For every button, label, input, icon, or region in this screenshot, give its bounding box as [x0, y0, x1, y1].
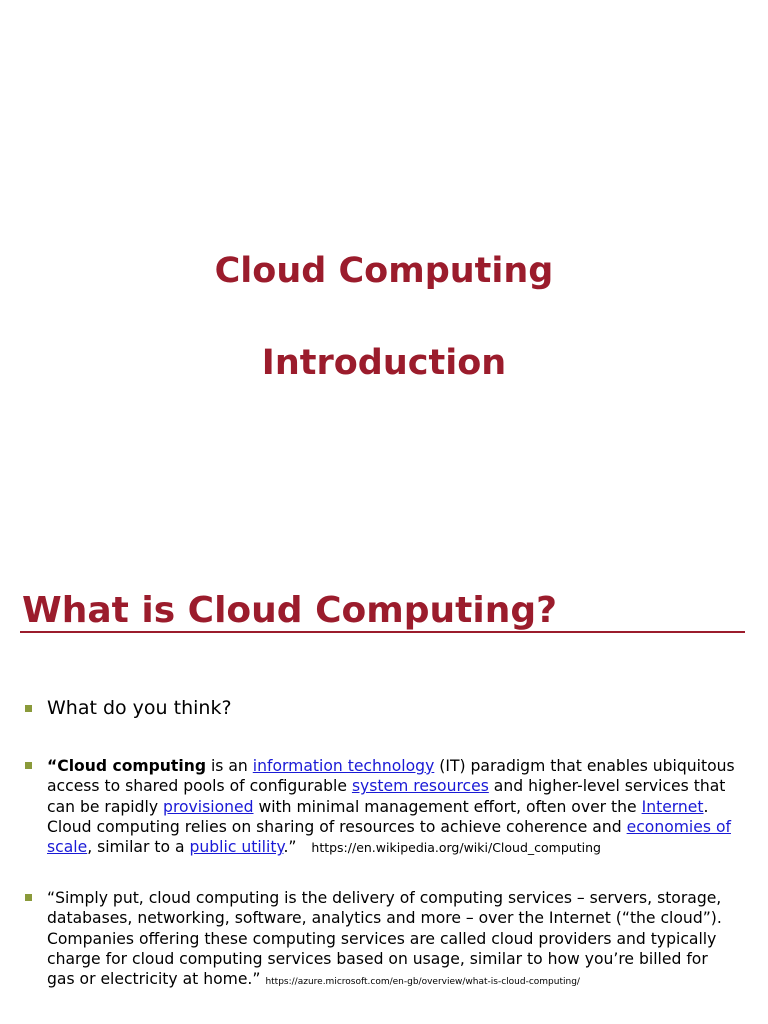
link-public-utility[interactable]: public utility: [189, 838, 284, 857]
text-segment: (IT) paradigm that enables ubiquitous access to shared pools of configurable: [47, 757, 735, 796]
heading-underline: [20, 631, 745, 633]
term-text: Cloud computing: [57, 757, 206, 775]
bullet-text: “Simply put, cloud computing is the delivery of computing services – servers, storage, databases, networking, software, analytics and more – over the Internet (“the cloud”). Companies offering these computing services are called cloud providers and typically charge for cloud computing services based on usage, similar to how you’re billed for gas or electricity at home.”: [47, 889, 722, 989]
text-segment: is an: [205, 757, 253, 775]
link-economies-of-scale[interactable]: economies of scale: [47, 817, 731, 857]
square-bullet-icon: [25, 762, 32, 769]
source-citation: https://en.wikipedia.org/wiki/Cloud_computing: [311, 840, 601, 856]
link-internet[interactable]: Internet: [641, 797, 704, 816]
section-heading: What is Cloud Computing?: [22, 590, 557, 631]
square-bullet-icon: [25, 705, 32, 712]
bullet-item-definition: [47, 756, 737, 858]
square-bullet-icon: [25, 894, 32, 901]
bullet-item-azure-quote: [47, 888, 737, 992]
link-system-resources[interactable]: system resources: [351, 777, 489, 796]
text-segment: and higher-level services that can be rapidly: [47, 777, 726, 816]
text-segment: with minimal management effort, often over the: [253, 797, 642, 816]
text-segment: .”: [283, 838, 297, 857]
bullet-item: [47, 696, 737, 720]
slide-subtitle: Introduction: [261, 343, 507, 383]
link-provisioned[interactable]: provisioned: [163, 797, 254, 816]
bullet-text: What do you think?: [47, 697, 232, 719]
quote-open: “: [47, 757, 58, 775]
slide-title: Cloud Computing: [214, 251, 554, 291]
source-citation: https://azure.microsoft.com/en-gb/overview/what-is-cloud-computing/: [265, 977, 580, 988]
text-segment: . Cloud computing relies on sharing of resources to achieve coherence and: [47, 797, 709, 836]
link-information-technology[interactable]: information technology: [252, 757, 435, 775]
text-segment: , similar to a: [87, 838, 190, 857]
